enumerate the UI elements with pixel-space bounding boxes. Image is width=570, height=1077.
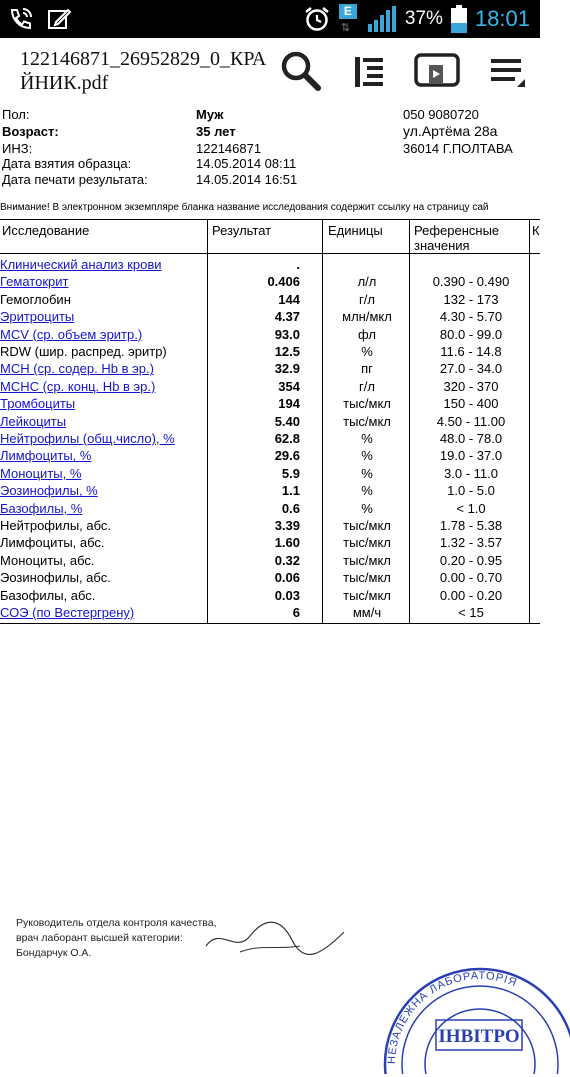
test-name-link[interactable]: Эозинофилы, %	[0, 483, 98, 499]
table-row	[0, 430, 540, 447]
reference-range: 48.0 - 78.0	[439, 431, 503, 446]
result-value: 62.8	[274, 431, 300, 446]
col-header-units: Единицы	[328, 223, 383, 238]
signature-scribble	[200, 906, 350, 960]
outline-button[interactable]	[344, 48, 394, 94]
table-row	[0, 465, 540, 482]
units-value: %	[361, 431, 373, 446]
units-value: фл	[358, 326, 376, 342]
alarm-icon	[303, 5, 331, 33]
test-name-link[interactable]: Тромбоциты	[0, 396, 76, 412]
address-city: 36014 Г.ПОЛТАВА	[403, 141, 513, 156]
address-street: ул.Артёма 28а	[403, 123, 498, 139]
result-value: 1.1	[281, 483, 300, 499]
table-row	[0, 413, 540, 430]
units-value: млн/мкл	[342, 309, 392, 325]
test-name: Базофилы, абс.	[0, 587, 96, 603]
reference-range: 1.32 - 3.57	[439, 535, 503, 551]
menu-icon	[487, 51, 527, 91]
reference-range: 320 - 370	[443, 378, 499, 394]
reference-range: 0.20 - 0.95	[439, 552, 503, 568]
result-value: 0.6	[281, 500, 300, 516]
table-row	[0, 378, 540, 395]
sex-value: Муж	[196, 107, 224, 122]
table-row	[0, 447, 540, 464]
result-value: 1.60	[274, 535, 300, 551]
search-button[interactable]	[275, 48, 325, 94]
units-value: тыс/мкл	[343, 413, 391, 429]
print-date-value: 14.05.2014 16:51	[196, 172, 298, 187]
battery-icon	[451, 5, 467, 33]
result-value: 0.32	[274, 552, 300, 568]
result-value: 0.406	[267, 274, 300, 290]
signal-icon	[367, 5, 397, 33]
reference-range: < 1.0	[456, 500, 486, 516]
test-name-link[interactable]: Нейтрофилы (общ.число), %	[0, 431, 175, 446]
units-value: тыс/мкл	[343, 518, 391, 533]
table-row	[0, 517, 540, 534]
units-value: пг	[361, 361, 373, 377]
test-name-link[interactable]: Базофилы, %	[0, 500, 83, 516]
units-value: %	[361, 465, 373, 481]
test-name-link[interactable]: MCV (ср. объем эритр.)	[0, 326, 143, 342]
col-header-extra: К	[532, 223, 540, 238]
units-value: тыс/мкл	[343, 570, 391, 586]
svg-text:ІНВІТРО: ІНВІТРО	[438, 1026, 520, 1047]
units-value: л/л	[357, 274, 377, 290]
battery-percent: 37%	[404, 8, 443, 29]
pdf-page[interactable]	[0, 94, 540, 1065]
test-name: Гемоглобин	[0, 291, 71, 307]
reference-range: 11.6 - 14.8	[440, 344, 502, 359]
edit-icon	[46, 6, 72, 32]
table-row	[0, 308, 540, 325]
test-name-link[interactable]: СОЭ (по Вестергрену)	[0, 605, 135, 620]
reference-range: 0.00 - 0.70	[439, 570, 503, 586]
reference-range: 27.0 - 34.0	[439, 361, 503, 377]
result-value: .	[296, 257, 300, 272]
table-row	[0, 326, 540, 343]
sample-date-value: 14.05.2014 08:11	[196, 156, 297, 171]
table-header-border	[0, 253, 540, 254]
test-name-link[interactable]: MCHC (ср. конц. Hb в эр.)	[0, 378, 156, 394]
col-header-test: Исследование	[2, 223, 90, 238]
reference-range: 150 - 400	[443, 396, 499, 412]
signature-block	[16, 916, 217, 961]
table-row	[0, 291, 540, 308]
result-value: 354	[278, 378, 300, 394]
wifi-calling-icon	[8, 6, 36, 32]
test-name: Лимфоциты, абс.	[0, 535, 105, 551]
outline-icon	[349, 51, 389, 91]
network-badge: E ⇅	[339, 4, 359, 34]
test-name-link[interactable]: MCH (ср. содер. Hb в эр.)	[0, 361, 154, 377]
inz-value: 122146871	[196, 141, 262, 156]
table-row	[0, 343, 540, 360]
reference-range: < 15	[458, 605, 484, 620]
units-value: тыс/мкл	[343, 587, 391, 603]
phone: 050 9080720	[403, 107, 479, 122]
table-top-border	[0, 219, 540, 220]
lab-stamp	[370, 954, 570, 1077]
test-name-link[interactable]: Моноциты, %	[0, 465, 82, 481]
table-row	[0, 273, 540, 290]
clock: 18:01	[474, 6, 530, 31]
table-row	[0, 256, 540, 273]
reference-range: 0.390 - 0.490	[432, 274, 510, 290]
table-row	[0, 534, 540, 551]
test-name: Нейтрофилы, абс.	[0, 518, 112, 533]
app-toolbar	[0, 38, 540, 104]
reference-range: 132 - 173	[443, 291, 499, 307]
reference-range: 1.0 - 5.0	[447, 483, 495, 499]
result-value: 6	[292, 605, 300, 620]
print-date-label: Дата печати результата:	[2, 172, 148, 187]
result-value: 5.40	[274, 413, 300, 429]
units-value: %	[361, 500, 373, 516]
reference-range: 19.0 - 37.0	[439, 448, 503, 464]
sex-label: Пол:	[2, 107, 30, 122]
reference-range: 0.00 - 0.20	[439, 587, 503, 603]
document-title: 122146871_26952829_0_КРАЙНИК.pdf	[20, 48, 267, 94]
table-row	[0, 500, 540, 517]
units-value: тыс/мкл	[343, 396, 391, 412]
test-name: Эозинофилы, абс.	[0, 570, 111, 586]
units-value: г/л	[359, 291, 375, 307]
table-row	[0, 587, 540, 604]
result-value: 32.9	[274, 361, 300, 377]
units-value: тыс/мкл	[343, 552, 391, 568]
reference-range: 80.0 - 99.0	[439, 326, 503, 342]
result-value: 12.5	[274, 344, 300, 359]
result-value: 144	[278, 291, 300, 307]
units-value: %	[361, 344, 373, 359]
search-icon	[278, 49, 322, 93]
table-row	[0, 395, 540, 412]
result-value: 4.37	[274, 309, 300, 325]
col-header-ref: Референсные значения	[414, 223, 500, 253]
test-name-link[interactable]: Гематокрит	[0, 274, 69, 290]
test-name-link[interactable]: Клинический анализ крови	[0, 257, 162, 272]
notice-text: Внимание! В электронном экземпляре бланка название исследования содержит ссылку на страницу сай	[0, 202, 489, 213]
table-row	[0, 482, 540, 499]
units-value: г/л	[359, 378, 375, 394]
stamp-seal-icon	[370, 954, 570, 1074]
units-value: мм/ч	[352, 605, 382, 620]
cast-icon	[413, 51, 461, 91]
signature-line-2: врач лаборант высшей категории:	[16, 932, 183, 944]
table-row	[0, 569, 540, 586]
svg-text:НЕЗАЛЕЖНА ЛАБОРАТОРІЯ: НЕЗАЛЕЖНА ЛАБОРАТОРІЯ	[385, 969, 519, 1065]
result-value: 0.03	[274, 587, 300, 603]
units-value: %	[361, 483, 373, 499]
inz-label: ИНЗ:	[2, 141, 33, 156]
result-value: 29.6	[274, 448, 300, 464]
signature-line-3: Бондарчук О.А.	[16, 947, 92, 959]
col-header-result: Результат	[212, 223, 272, 238]
reference-range: 1.78 - 5.38	[439, 518, 503, 533]
status-bar	[0, 0, 540, 38]
result-value: 5.9	[281, 465, 300, 481]
units-value: тыс/мкл	[343, 535, 391, 551]
age-label: Возраст:	[2, 124, 59, 139]
result-value: 194	[278, 396, 300, 412]
table-row	[0, 552, 540, 569]
test-name-link[interactable]: Лейкоциты	[0, 413, 67, 429]
result-value: 3.39	[274, 518, 300, 533]
test-name: Моноциты, абс.	[0, 552, 95, 568]
signature-line-1: Руководитель отдела контроля качества,	[16, 917, 217, 929]
table-bottom-border	[0, 623, 540, 624]
result-value: 0.06	[274, 570, 300, 586]
test-name-link[interactable]: Лимфоциты, %	[0, 448, 92, 464]
units-value: %	[361, 448, 373, 464]
result-value: 93.0	[274, 326, 300, 342]
test-name: RDW (шир. распред. эритр)	[0, 344, 167, 359]
reference-range: 3.0 - 11.0	[444, 465, 498, 481]
sample-date-label: Дата взятия образца:	[2, 156, 132, 171]
test-name-link[interactable]: Эритроциты	[0, 309, 75, 325]
cast-button[interactable]	[412, 48, 462, 94]
age-value: 35 лет	[196, 124, 236, 139]
table-row	[0, 360, 540, 377]
table-row	[0, 604, 540, 621]
reference-range: 4.50 - 11.00	[436, 413, 506, 429]
reference-range: 4.30 - 5.70	[439, 309, 503, 325]
overflow-menu-button[interactable]	[482, 48, 532, 94]
